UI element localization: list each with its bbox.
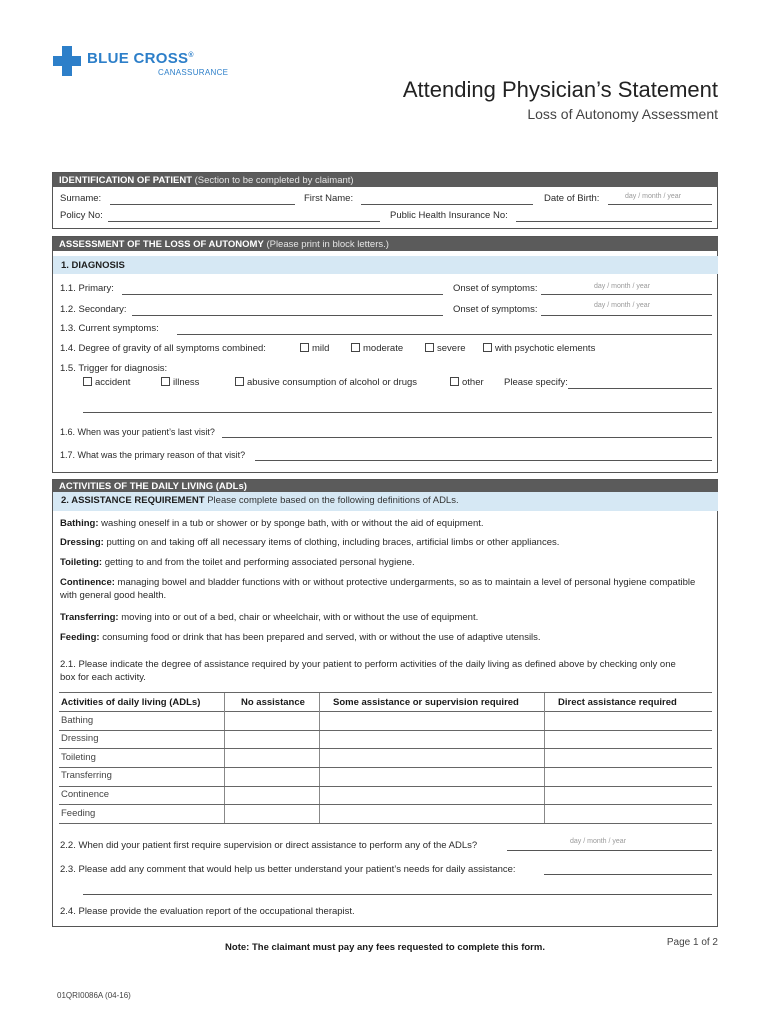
health-insurance-label: Public Health Insurance No: [390, 210, 508, 221]
trigger-other-option[interactable]: other [450, 377, 484, 388]
onset-primary-hint: day / month / year [594, 283, 651, 290]
table-row-rule [59, 804, 712, 805]
col-header-some-assistance: Some assistance or supervision required [333, 697, 519, 708]
q1-1-label: 1.1. Primary: [60, 283, 114, 294]
assessment-header: ASSESSMENT OF THE LOSS OF AUTONOMY (Please print in block letters.) [53, 237, 718, 251]
def-feeding: Feeding: consuming food or drink that has been prepared and served, with or without the use of adaptive utensils. [60, 632, 541, 643]
table-row-dressing: Dressing [61, 733, 99, 744]
trigger-alcohol-option[interactable]: abusive consumption of alcohol or drugs [235, 377, 417, 388]
table-header-rule [59, 711, 712, 712]
logo-name: BLUE CROSS® [87, 50, 194, 67]
col-header-direct-assistance: Direct assistance required [558, 697, 677, 708]
first-name-label: First Name: [304, 193, 354, 204]
q1-7-label: 1.7. What was the primary reason of that visit? [60, 450, 246, 460]
q1-2-label: 1.2. Secondary: [60, 304, 127, 315]
table-top-rule [59, 692, 712, 693]
checkbox[interactable] [83, 377, 92, 386]
last-visit-field[interactable] [222, 437, 712, 438]
table-row-rule [59, 730, 712, 731]
form-code: 01QRI0086A (04-16) [57, 991, 131, 1000]
policy-field[interactable] [108, 221, 380, 222]
def-toileting: Toileting: getting to and from the toilet and performing associated personal hygiene. [60, 557, 415, 568]
table-row-rule [59, 823, 712, 824]
q2-2-hint: day / month / year [570, 838, 627, 845]
dob-field[interactable] [608, 204, 712, 205]
page-number: Page 1 of 2 [666, 937, 718, 948]
table-row-bathing: Bathing [61, 715, 94, 726]
q2-1-label: 2.1. Please indicate the degree of assistance required by your patient to perform activities of the daily living as defined above by checking only one box for each activity. [60, 659, 676, 683]
document-title: Attending Physician’s Statement [402, 77, 718, 102]
specify-field[interactable] [568, 388, 712, 389]
table-row-toileting: Toileting [61, 752, 96, 763]
dob-hint: day / month / year [625, 193, 682, 200]
gravity-mild-option[interactable]: mild [300, 343, 329, 354]
checkbox[interactable] [161, 377, 170, 386]
comment-field[interactable] [544, 874, 712, 875]
def-bathing: Bathing: washing oneself in a tub or shower or by sponge bath, with or without the aid of equipment. [60, 518, 484, 529]
checkbox[interactable] [425, 343, 434, 352]
checkbox[interactable] [300, 343, 309, 352]
current-symptoms-field[interactable] [177, 334, 712, 335]
q2-2-label: 2.2. When did your patient first require supervision or direct assistance to perform any of the ADLs? [60, 840, 478, 851]
q2-3-label: 2.3. Please add any comment that would help us better understand your patient’s needs for daily assistance: [60, 864, 516, 875]
checkbox[interactable] [450, 377, 459, 386]
secondary-diagnosis-field[interactable] [132, 315, 443, 316]
dob-label: Date of Birth: [544, 193, 600, 204]
table-row-transferring: Transferring [61, 770, 112, 781]
onset-primary-field[interactable] [541, 294, 712, 295]
primary-diagnosis-field[interactable] [122, 294, 443, 295]
table-row-continence: Continence [61, 789, 110, 800]
first-assistance-date-field[interactable] [507, 850, 712, 851]
document-subtitle: Loss of Autonomy Assessment [527, 106, 718, 122]
table-row-rule [59, 786, 712, 787]
fees-note: Note: The claimant must pay any fees requested to complete this form. [225, 942, 545, 953]
q1-5-label: 1.5. Trigger for diagnosis: [60, 363, 168, 374]
def-continence: Continence: managing bowel and bladder functions with or without protective undergarments, so as to maintain a level of personal hygiene compatible with general good health. [60, 577, 696, 601]
table-row-rule [59, 748, 712, 749]
trigger-accident-option[interactable]: accident [83, 377, 130, 388]
checkbox[interactable] [235, 377, 244, 386]
onset-secondary-field[interactable] [541, 315, 712, 316]
q2-4-label: 2.4. Please provide the evaluation report of the occupational therapist. [60, 906, 355, 917]
q1-3-label: 1.3. Current symptoms: [60, 323, 159, 334]
diagnosis-header: 1. DIAGNOSIS [53, 256, 718, 274]
checkbox[interactable] [483, 343, 492, 352]
identification-header: IDENTIFICATION OF PATIENT (Section to be completed by claimant) [53, 173, 718, 187]
specify-label: Please specify: [504, 377, 568, 388]
surname-label: Surname: [60, 193, 102, 204]
trigger-illness-option[interactable]: illness [161, 377, 199, 388]
visit-reason-field[interactable] [255, 460, 712, 461]
col-header-no-assistance: No assistance [241, 697, 305, 708]
logo-subtitle: CANASSURANCE [158, 68, 229, 77]
def-transferring: Transferring: moving into or out of a bed, chair or wheelchair, with or without the use of equipment. [60, 612, 479, 623]
gravity-severe-option[interactable]: severe [425, 343, 466, 354]
checkbox[interactable] [351, 343, 360, 352]
first-name-field[interactable] [361, 204, 533, 205]
col-header-adl: Activities of daily living (ADLs) [61, 697, 201, 708]
def-dressing: Dressing: putting on and taking off all necessary items of clothing, including braces, artificial limbs or other appliances. [60, 537, 560, 548]
table-row-rule [59, 767, 712, 768]
comment-field-continued[interactable] [83, 894, 712, 895]
surname-field[interactable] [110, 204, 295, 205]
assistance-requirement-header: 2. ASSISTANCE REQUIREMENT Please complete based on the following definitions of ADLs. [53, 492, 718, 511]
adl-header: ACTIVITIES OF THE DAILY LIVING (ADLs) [53, 480, 718, 493]
gravity-psychotic-option[interactable]: with psychotic elements [483, 343, 595, 354]
onset-secondary-label: Onset of symptoms: [453, 304, 538, 315]
health-insurance-field[interactable] [516, 221, 712, 222]
policy-label: Policy No: [60, 210, 103, 221]
onset-secondary-hint: day / month / year [594, 302, 651, 309]
gravity-moderate-option[interactable]: moderate [351, 343, 403, 354]
q1-4-label: 1.4. Degree of gravity of all symptoms combined: [60, 343, 266, 354]
blue-cross-logo-icon [53, 46, 81, 76]
specify-field-continued[interactable] [83, 412, 712, 413]
table-row-feeding: Feeding [61, 808, 96, 819]
q1-6-label: 1.6. When was your patient’s last visit? [60, 427, 215, 437]
onset-primary-label: Onset of symptoms: [453, 283, 538, 294]
